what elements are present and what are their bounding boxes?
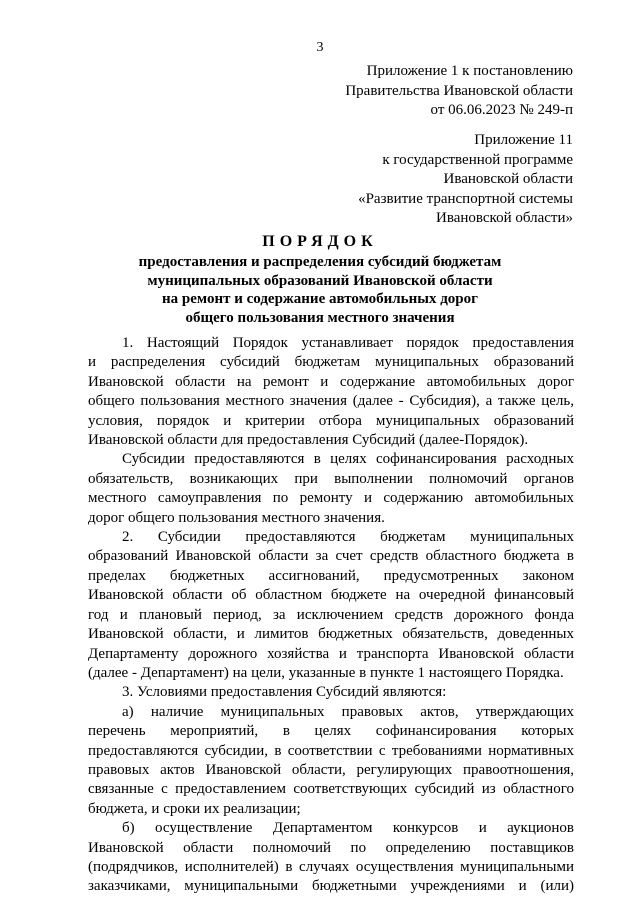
text-line: а) наличие муниципальных правовых актов, утверждающих [122, 703, 574, 720]
appendix-2-line: Приложение 11 [474, 132, 573, 148]
text-line: местного самоуправления по ремонту и содержанию автомобильных [88, 490, 574, 507]
text-line: 3. Условиями предоставления Субсидий являются: [122, 684, 447, 701]
page-number: 3 [316, 40, 324, 55]
document-title [0, 232, 640, 327]
text-line: обязательств, возникающих при выполнении полномочий органов [88, 470, 574, 487]
text-line: Субсидии предоставляются в целях софинансирования расходных [122, 451, 574, 468]
text-line: образований Ивановской области за счет средств областного бюджета в [88, 548, 574, 565]
subtitle-line: предоставления и распределения субсидий бюджетам [138, 254, 502, 270]
text-line: Департаменту дорожного хозяйства и транспорта Ивановской области [88, 645, 574, 662]
text-line: (подрядчиков, исполнителей) в случаях осуществления муниципальными [88, 858, 574, 875]
text-line: условия, порядок и критерии отбора муниципальных образований [88, 412, 574, 429]
paragraph-4 [88, 683, 574, 702]
document-body [88, 334, 574, 897]
appendix-1-line: Приложение 1 к постановлению [366, 63, 573, 79]
text-line: предоставляются субсидии, в соответствии с требованиями нормативных [88, 742, 574, 759]
text-line: и распределения субсидий бюджетам муниципальных образований [88, 354, 574, 371]
text-line: Ивановской области полномочий по определению поставщиков [88, 839, 574, 856]
text-line: дорог общего пользования местного значения. [88, 509, 385, 526]
appendix-2-line: «Развитие транспортной системы [358, 190, 573, 207]
appendix-2-line: Ивановской области [443, 171, 573, 187]
text-line: заказчиками, муниципальными бюджетными учреждениями и (или) [88, 878, 574, 895]
subtitle-line: общего пользования местного значения [185, 309, 455, 326]
title-word: ПОРЯДОК [262, 233, 378, 250]
text-line: (далее - Департамент) на цели, указанные в пункте 1 настоящего Порядка. [88, 664, 564, 681]
text-line: 1. Настоящий Порядок устанавливает порядок предоставления [122, 335, 574, 351]
appendix-2-line: Ивановской области» [436, 210, 573, 226]
paragraph-2 [88, 450, 574, 528]
text-line: год и плановый период, за исключением средств дорожного фонда [88, 606, 574, 623]
paragraph-3 [88, 528, 574, 683]
subtitle-line: на ремонт и содержание автомобильных дорог [162, 291, 478, 307]
appendix-1-line: Правительства Ивановской области [345, 82, 573, 99]
text-line: общего пользования местного значения (далее - Субсидия), а также цель, [88, 393, 574, 410]
text-line: правовых актов Ивановской области, регулирующих правоотношения, [88, 761, 574, 778]
text-line: Ивановской области, и лимитов бюджетных обязательств, доведенных [88, 626, 574, 643]
paragraph-1 [88, 334, 574, 450]
subtitle-line: муниципальных образований Ивановской области [147, 272, 493, 289]
paragraph-6 [88, 819, 574, 897]
text-line: бюджета, и сроки их реализации; [88, 800, 301, 817]
appendix-1-line: от 06.06.2023 № 249-п [430, 102, 573, 118]
text-line: Ивановской области об областном бюджете на очередной финансовый [88, 587, 574, 604]
text-line: Ивановской области на ремонт и содержание автомобильных дорог [88, 373, 574, 390]
text-line: 2. Субсидии предоставляются бюджетам муниципальных [122, 529, 574, 546]
appendix-1-header [345, 62, 573, 121]
text-line: пределах бюджетных ассигнований, предусмотренных законом [88, 567, 574, 584]
text-line: Ивановской области для предоставления Субсидий (далее-Порядок). [88, 432, 529, 449]
appendix-2-header [358, 131, 573, 229]
appendix-2-line: к государственной программе [382, 151, 573, 168]
text-line: перечень мероприятий, в целях софинансирования которых [88, 723, 574, 740]
text-line: б) осуществление Департаментом конкурсов и аукционов [122, 820, 574, 837]
paragraph-5 [88, 703, 574, 819]
text-line: связанные с предоставлением соответствующих субсидий из областного [88, 781, 574, 798]
